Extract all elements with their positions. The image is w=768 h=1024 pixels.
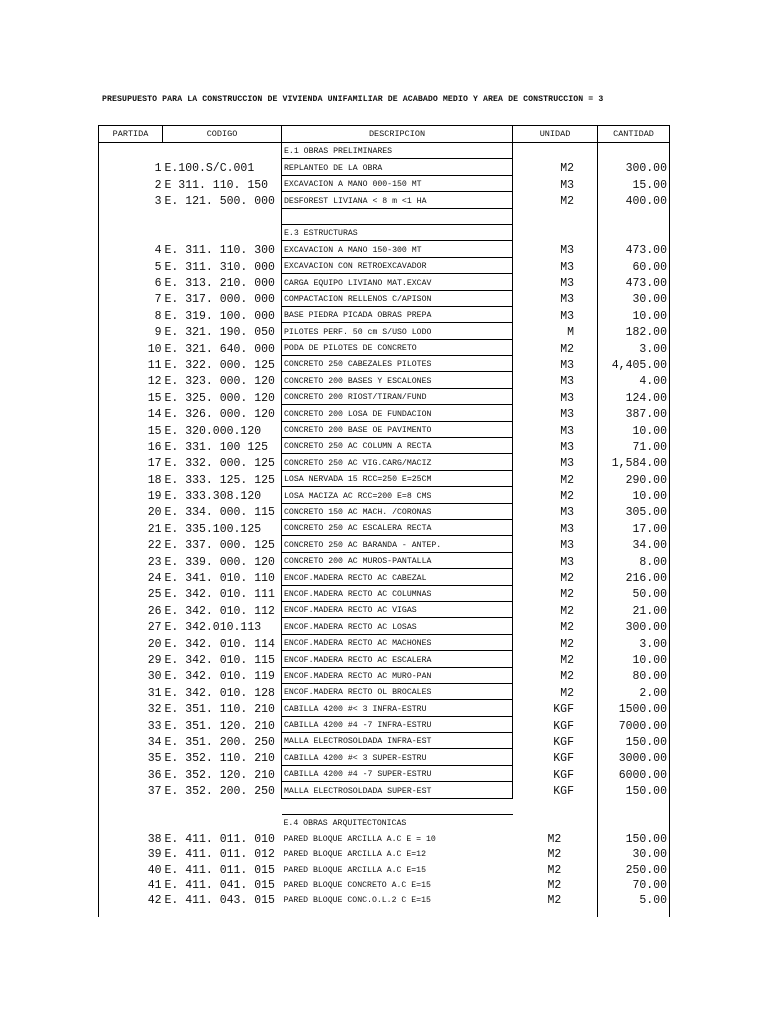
- table-row: [99, 438, 670, 454]
- section-title: E.1 OBRAS PRELIMINARES: [282, 143, 513, 159]
- unidad-cell: M2: [547, 863, 562, 877]
- codigo-cell: E. 333. 125. 125: [164, 473, 275, 487]
- unidad-cell: M3: [560, 260, 574, 274]
- partida-cell: 15: [99, 421, 163, 437]
- unidad-cell: M3: [560, 539, 574, 553]
- partida-cell: 11: [99, 356, 163, 372]
- codigo-cell: E. 342. 010. 111: [164, 588, 275, 602]
- descripcion-cell: CONCRETO 150 AC MACH. /CORONAS: [282, 503, 513, 519]
- descripcion-cell: PARED BLOQUE CONCRETO A.C E=15: [283, 880, 431, 890]
- descripcion-cell: CARGA EQUIPO LIVIANO MAT.EXCAV: [282, 274, 513, 290]
- cantidad-cell: [598, 143, 670, 159]
- codigo-cell: E. 339. 000. 120: [164, 555, 275, 569]
- descripcion-cell: CONCRETO 250 AC COLUMN A RECTA: [282, 438, 513, 454]
- unidad-cell: M3: [560, 293, 574, 307]
- table-row: [99, 356, 670, 372]
- cantidad-cell: 3.00: [598, 339, 670, 355]
- partida-cell: 30: [99, 667, 163, 683]
- descripcion-cell: DESFOREST LIVIANA < 8 m <1 HA: [282, 192, 513, 208]
- descripcion-cell: CABILLA 4200 #< 3 SUPER-ESTRU: [282, 749, 513, 765]
- unidad-cell: KGF: [553, 752, 574, 766]
- header-unidad: UNIDAD: [513, 126, 598, 143]
- unidad-cell: M3: [560, 309, 574, 323]
- cantidad-cell: 300.00: [598, 618, 670, 634]
- partida-cell: 5: [99, 257, 163, 273]
- section-title: E.4 OBRAS ARQUITECTONICAS: [282, 815, 513, 831]
- unidad-cell: M3: [560, 424, 574, 438]
- cantidad-cell: 70.00: [598, 877, 670, 892]
- codigo-cell: E. 352. 120. 210: [164, 768, 275, 782]
- codigo-cell: E. 335.100.125: [164, 522, 262, 536]
- unidad-cell: M2: [547, 832, 562, 846]
- unidad-cell: M2: [560, 604, 574, 618]
- unidad-cell: M3: [560, 358, 574, 372]
- codigo-cell: E. 334. 000. 115: [164, 506, 275, 520]
- unidad-cell: M3: [560, 391, 574, 405]
- unidad-cell: KGF: [553, 735, 574, 749]
- descripcion-cell: CONCRETO 200 BASE OE PAVIMENTO: [282, 421, 513, 437]
- codigo-cell: E. 325. 000. 120: [164, 391, 275, 405]
- unidad-cell: [513, 224, 598, 240]
- table-row: [99, 241, 670, 257]
- partida-cell: 6: [99, 274, 163, 290]
- partida-cell: 12: [99, 372, 163, 388]
- cantidad-cell: 17.00: [598, 519, 670, 535]
- header-codigo: CODIGO: [163, 126, 282, 143]
- codigo-cell: E 311. 110. 150: [164, 178, 269, 192]
- unidad-cell: M2: [560, 490, 574, 504]
- unidad-cell: KGF: [553, 768, 574, 782]
- partida-cell: 31: [99, 683, 163, 699]
- codigo-cell: E. 320.000.120: [164, 424, 262, 438]
- cantidad-cell: 124.00: [598, 388, 670, 404]
- descripcion-cell: ENCOF.MADERA RECTO AC LOSAS: [282, 618, 513, 634]
- table-row: [99, 667, 670, 683]
- cantidad-cell: [598, 224, 670, 240]
- descripcion-cell: [282, 798, 513, 814]
- partida-cell: 20: [99, 503, 163, 519]
- section-row: [99, 143, 670, 159]
- unidad-cell: M2: [560, 686, 574, 700]
- unidad-cell: M3: [560, 457, 574, 471]
- cantidad-cell: 50.00: [598, 585, 670, 601]
- partida-cell: [99, 224, 163, 240]
- codigo-cell: E. 411. 011. 012: [164, 848, 275, 862]
- partida-cell: 29: [99, 651, 163, 667]
- cantidad-cell: 305.00: [598, 503, 670, 519]
- unidad-cell: M3: [560, 522, 574, 536]
- table-row: [99, 159, 670, 175]
- partida-cell: 39: [99, 846, 163, 861]
- unidad-cell: M: [567, 326, 574, 340]
- codigo-cell: E. 351. 110. 210: [164, 703, 275, 717]
- descripcion-cell: CABILLA 4200 #4 -7 SUPER-ESTRU: [282, 765, 513, 781]
- cantidad-cell: 216.00: [598, 569, 670, 585]
- partida-cell: 34: [99, 733, 163, 749]
- descripcion-cell: COMPACTACION RELLENOS C/APISON: [282, 290, 513, 306]
- codigo-cell: [163, 815, 282, 831]
- table-row: [99, 634, 670, 650]
- descripcion-cell: LOSA MACIZA AC RCC=200 E=8 CMS: [282, 487, 513, 503]
- cantidad-cell: 150.00: [598, 782, 670, 798]
- cantidad-cell: 5.00: [598, 892, 670, 907]
- unidad-cell: M2: [560, 654, 574, 667]
- unidad-cell: M2: [560, 670, 574, 684]
- section-row: [99, 224, 670, 240]
- unidad-cell: M2: [560, 162, 574, 176]
- partida-cell: 2: [99, 175, 163, 191]
- partida-cell: [99, 208, 163, 224]
- unidad-cell: M3: [560, 506, 574, 520]
- descripcion-cell: ENCOF.MADERA RECTO AC MURO-PAN: [282, 667, 513, 683]
- table-row: [99, 861, 670, 876]
- unidad-cell: M2: [560, 342, 574, 356]
- codigo-cell: E. 342. 010. 114: [164, 637, 275, 651]
- unidad-cell: M2: [560, 473, 574, 487]
- cantidad-cell: 21.00: [598, 601, 670, 617]
- unidad-cell: M2: [547, 894, 562, 908]
- descripcion-cell: LOSA NERVADA 15 RCC=250 E=25CM: [282, 470, 513, 486]
- cantidad-cell: 60.00: [598, 257, 670, 273]
- cantidad-cell: [598, 208, 670, 224]
- table-row: [99, 716, 670, 732]
- descripcion-cell: CABILLA 4200 #< 3 INFRA-ESTRU: [282, 700, 513, 716]
- descripcion-cell: CONCRETO 200 AC MUROS-PANTALLA: [282, 552, 513, 568]
- cantidad-cell: 300.00: [598, 159, 670, 175]
- table-row: [99, 372, 670, 388]
- codigo-cell: E. 311. 110. 300: [164, 244, 275, 258]
- unidad-cell: M2: [560, 621, 574, 635]
- table-row: [99, 290, 670, 306]
- spacer-row: [99, 208, 670, 224]
- table-row: [99, 782, 670, 798]
- cantidad-cell: 34.00: [598, 536, 670, 552]
- table-row: [99, 519, 670, 535]
- table-row: [99, 306, 670, 322]
- unidad-cell: M3: [560, 178, 574, 192]
- codigo-cell: E. 313. 210. 000: [164, 277, 275, 291]
- cantidad-cell: 15.00: [598, 175, 670, 191]
- table-row: [99, 683, 670, 699]
- codigo-cell: E. 411. 041. 015: [164, 878, 275, 892]
- cantidad-cell: 400.00: [598, 192, 670, 208]
- table-row: [99, 487, 670, 503]
- descripcion-cell: MALLA ELECTROSOLDADA SUPER-EST: [282, 782, 513, 798]
- partida-cell: 16: [99, 438, 163, 454]
- unidad-cell: M3: [560, 375, 574, 389]
- descripcion-cell: ENCOF.MADERA RECTO AC COLUMNAS: [282, 585, 513, 601]
- descripcion-cell: CABILLA 4200 #4 -7 INFRA-ESTRU: [282, 716, 513, 732]
- descripcion-cell: BASE PIEDRA PICADA OBRAS PREPA: [282, 306, 513, 322]
- unidad-cell: M3: [560, 277, 574, 291]
- codigo-cell: E. 342. 010. 115: [164, 654, 275, 667]
- partida-cell: 10: [99, 339, 163, 355]
- descripcion-cell: PARED BLOQUE ARCILLA A.C E=12: [283, 850, 426, 860]
- codigo-cell: [163, 208, 282, 224]
- table-row: [99, 454, 670, 470]
- unidad-cell: [513, 815, 598, 831]
- cantidad-cell: 30.00: [598, 290, 670, 306]
- table-row: [99, 700, 670, 716]
- cantidad-cell: 71.00: [598, 438, 670, 454]
- codigo-cell: E. 319. 100. 000: [164, 309, 275, 323]
- descripcion-cell: PODA DE PILOTES DE CONCRETO: [282, 339, 513, 355]
- budget-table: [98, 125, 670, 917]
- partida-cell: 4: [99, 241, 163, 257]
- cantidad-cell: 3.00: [598, 634, 670, 650]
- partida-cell: 26: [99, 601, 163, 617]
- partida-cell: 8: [99, 306, 163, 322]
- descripcion-cell: MALLA ELECTROSOLDADA INFRA-EST: [282, 733, 513, 749]
- cantidad-cell: 30.00: [598, 846, 670, 861]
- codigo-cell: E. 322. 000. 125: [164, 358, 275, 372]
- codigo-cell: E. 323. 000. 120: [164, 375, 275, 389]
- cantidad-cell: 290.00: [598, 470, 670, 486]
- cantidad-cell: 8.00: [598, 552, 670, 568]
- descripcion-cell: PILOTES PERF. 50 cm S/USO LODO: [282, 323, 513, 339]
- document-title: PRESUPUESTO PARA LA CONSTRUCCION DE VIVIENDA UNIFAMILIAR DE ACABADO MEDIO Y AREA DE CONSTRUCCION = 3: [102, 95, 604, 104]
- codigo-cell: E. 121. 500. 000: [164, 195, 275, 209]
- cantidad-cell: 250.00: [598, 861, 670, 876]
- table-row: [99, 765, 670, 781]
- table-row: [99, 749, 670, 765]
- partida-cell: 17: [99, 454, 163, 470]
- cantidad-cell: 6000.00: [598, 765, 670, 781]
- codigo-cell: E. 332. 000. 125: [164, 457, 275, 471]
- partida-cell: 41: [99, 877, 163, 892]
- descripcion-cell: [282, 907, 513, 917]
- table-row: [99, 601, 670, 617]
- partida-cell: [99, 815, 163, 831]
- codigo-cell: E. 342.010.113: [164, 621, 262, 635]
- partida-cell: 38: [99, 830, 163, 845]
- unidad-cell: [513, 208, 598, 224]
- unidad-cell: M3: [560, 555, 574, 569]
- cantidad-cell: 4.00: [598, 372, 670, 388]
- partida-cell: [99, 143, 163, 159]
- table-row: [99, 733, 670, 749]
- codigo-cell: [163, 224, 282, 240]
- cantidad-cell: 473.00: [598, 274, 670, 290]
- codigo-cell: E. 321. 640. 000: [164, 342, 275, 356]
- table-row: [99, 830, 670, 845]
- cantidad-cell: 2.00: [598, 683, 670, 699]
- codigo-cell: E. 342. 010. 119: [164, 670, 275, 684]
- partida-cell: 33: [99, 716, 163, 732]
- table-row: [99, 892, 670, 907]
- unidad-cell: M2: [560, 195, 574, 209]
- cantidad-cell: 1500.00: [598, 700, 670, 716]
- codigo-cell: E. 321. 190. 050: [164, 326, 275, 340]
- spacer-row: [99, 907, 670, 917]
- table-row: [99, 257, 670, 273]
- cantidad-cell: 7000.00: [598, 716, 670, 732]
- partida-cell: 18: [99, 470, 163, 486]
- partida-cell: 21: [99, 519, 163, 535]
- codigo-cell: E. 411. 011. 010: [164, 832, 275, 846]
- partida-cell: 25: [99, 585, 163, 601]
- spacer-row: [99, 798, 670, 814]
- unidad-cell: M2: [560, 572, 574, 586]
- cantidad-cell: 473.00: [598, 241, 670, 257]
- partida-cell: 40: [99, 861, 163, 876]
- table-row: [99, 274, 670, 290]
- header-partida: PARTIDA: [99, 126, 163, 143]
- codigo-cell: [163, 143, 282, 159]
- descripcion-cell: ENCOF.MADERA RECTO AC VIGAS: [282, 601, 513, 617]
- descripcion-cell: [282, 208, 513, 224]
- table-row: [99, 585, 670, 601]
- cantidad-cell: 387.00: [598, 405, 670, 421]
- table-row: [99, 618, 670, 634]
- codigo-cell: E. 311. 310. 000: [164, 260, 275, 274]
- table-header: [99, 126, 670, 143]
- descripcion-cell: ENCOF.MADERA RECTO AC CABEZAL: [282, 569, 513, 585]
- descripcion-cell: PARED BLOQUE ARCILLA A.C E = 10: [283, 834, 436, 844]
- descripcion-cell: ENCOF.MADERA RECTO AC ESCALERA: [282, 651, 513, 667]
- cantidad-cell: 4,405.00: [598, 356, 670, 372]
- partida-cell: 27: [99, 618, 163, 634]
- cantidad-cell: 3000.00: [598, 749, 670, 765]
- header-cantidad: CANTIDAD: [598, 126, 670, 143]
- cantidad-cell: 10.00: [598, 306, 670, 322]
- descripcion-cell: EXCAVACION A MANO 150-300 MT: [282, 241, 513, 257]
- cantidad-cell: 10.00: [598, 651, 670, 667]
- cantidad-cell: 150.00: [598, 830, 670, 845]
- cantidad-cell: 182.00: [598, 323, 670, 339]
- codigo-cell: E. 342. 010. 128: [164, 686, 275, 700]
- codigo-cell: E. 411. 011. 015: [164, 863, 275, 877]
- table-row: [99, 552, 670, 568]
- table-row: [99, 536, 670, 552]
- unidad-cell: M2: [560, 588, 574, 602]
- cantidad-cell: 1,584.00: [598, 454, 670, 470]
- header-descripcion: DESCRIPCION: [282, 126, 513, 143]
- table-row: [99, 651, 670, 667]
- partida-cell: 35: [99, 749, 163, 765]
- unidad-cell: [513, 907, 598, 917]
- unidad-cell: [513, 143, 598, 159]
- cantidad-cell: 10.00: [598, 421, 670, 437]
- table-body: [99, 143, 670, 918]
- codigo-cell: E. 351. 120. 210: [164, 719, 275, 733]
- partida-cell: [99, 798, 163, 814]
- table-row: [99, 192, 670, 208]
- codigo-cell: [163, 798, 282, 814]
- unidad-cell: M2: [547, 878, 562, 892]
- partida-cell: 23: [99, 552, 163, 568]
- descripcion-cell: CONCRETO 250 AC ESCALERA RECTA: [282, 519, 513, 535]
- table-row: [99, 175, 670, 191]
- table-row: [99, 846, 670, 861]
- descripcion-cell: CONCRETO 250 AC BARANDA - ANTEP.: [282, 536, 513, 552]
- table-row: [99, 877, 670, 892]
- descripcion-cell: EXCAVACION CON RETROEXCAVADOR: [282, 257, 513, 273]
- cantidad-cell: [598, 798, 670, 814]
- descripcion-cell: CONCRETO 250 AC VIG.CARG/MACIZ: [282, 454, 513, 470]
- cantidad-cell: 80.00: [598, 667, 670, 683]
- partida-cell: 3: [99, 192, 163, 208]
- descripcion-cell: CONCRETO 200 BASES Y ESCALONES: [282, 372, 513, 388]
- table-row: [99, 421, 670, 437]
- codigo-cell: E. 342. 010. 112: [164, 604, 275, 618]
- partida-cell: 19: [99, 487, 163, 503]
- codigo-cell: E. 331. 100 125: [164, 440, 269, 454]
- partida-cell: 14: [99, 405, 163, 421]
- codigo-cell: E. 333.308.120: [164, 490, 262, 504]
- descripcion-cell: ENCOF.MADERA RECTO OL BROCALES: [282, 683, 513, 699]
- partida-cell: 15: [99, 388, 163, 404]
- cantidad-cell: [598, 815, 670, 831]
- unidad-cell: M3: [560, 408, 574, 422]
- table-row: [99, 339, 670, 355]
- codigo-cell: E. 341. 010. 110: [164, 572, 275, 586]
- table-row: [99, 470, 670, 486]
- cantidad-cell: 10.00: [598, 487, 670, 503]
- unidad-cell: M2: [560, 637, 574, 651]
- unidad-cell: M3: [560, 440, 574, 454]
- partida-cell: 32: [99, 700, 163, 716]
- codigo-cell: E. 352. 110. 210: [164, 752, 275, 766]
- section-row: [99, 815, 670, 831]
- partida-cell: 22: [99, 536, 163, 552]
- table-row: [99, 388, 670, 404]
- codigo-cell: E. 317. 000. 000: [164, 293, 275, 307]
- partida-cell: 7: [99, 290, 163, 306]
- unidad-cell: KGF: [553, 719, 574, 733]
- unidad-cell: [513, 798, 598, 814]
- partida-cell: 24: [99, 569, 163, 585]
- descripcion-cell: PARED BLOQUE CONC.O.L.2 C E=15: [283, 896, 431, 906]
- cantidad-cell: 150.00: [598, 733, 670, 749]
- codigo-cell: E. 326. 000. 120: [164, 408, 275, 422]
- unidad-cell: KGF: [553, 785, 574, 799]
- partida-cell: 42: [99, 892, 163, 907]
- codigo-cell: E. 337. 000. 125: [164, 539, 275, 553]
- table-row: [99, 503, 670, 519]
- codigo-cell: E. 352. 200. 250: [164, 785, 275, 799]
- table-row: [99, 405, 670, 421]
- descripcion-cell: CONCRETO 200 LOSA DE FUNDACION: [282, 405, 513, 421]
- codigo-cell: [163, 907, 282, 917]
- partida-cell: 36: [99, 765, 163, 781]
- codigo-cell: E. 351. 200. 250: [164, 735, 275, 749]
- descripcion-cell: PARED BLOQUE ARCILLA A.C E=15: [283, 865, 426, 875]
- descripcion-cell: CONCRETO 200 RIOST/TIRAN/FUND: [282, 388, 513, 404]
- descripcion-cell: ENCOF.MADERA RECTO AC MACHONES: [282, 634, 513, 650]
- descripcion-cell: REPLANTEO DE LA OBRA: [282, 159, 513, 175]
- codigo-cell: E. 411. 043. 015: [164, 894, 275, 908]
- partida-cell: 9: [99, 323, 163, 339]
- unidad-cell: M3: [560, 244, 574, 258]
- partida-cell: 37: [99, 782, 163, 798]
- descripcion-cell: EXCAVACION A MANO 000-150 MT: [282, 175, 513, 191]
- section-title: E.3 ESTRUCTURAS: [282, 224, 513, 240]
- cantidad-cell: [598, 907, 670, 917]
- partida-cell: 1: [99, 159, 163, 175]
- partida-cell: 20: [99, 634, 163, 650]
- partida-cell: [99, 907, 163, 917]
- unidad-cell: KGF: [553, 703, 574, 717]
- unidad-cell: M2: [547, 848, 562, 862]
- table-row: [99, 569, 670, 585]
- codigo-cell: E.100.S/C.001: [164, 162, 255, 176]
- descripcion-cell: CONCRETO 250 CABEZALES PILOTES: [282, 356, 513, 372]
- table-row: [99, 323, 670, 339]
